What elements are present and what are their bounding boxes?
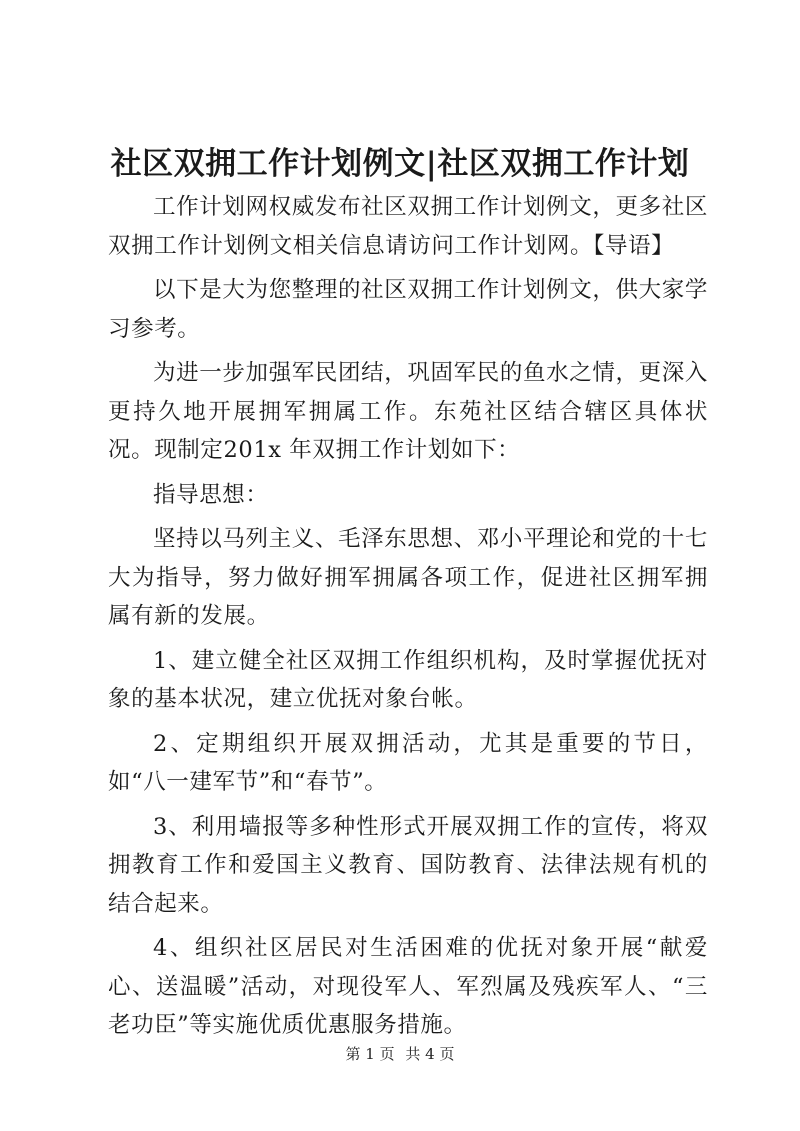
paragraph-item-4: 4、组织社区居民对生活困难的优抚对象开展“献爱心、送温暖”活动，对现役军人、军烈属及残疾军人、“三老功臣”等实施优质优惠服务措施。 [108,935,708,1038]
paragraph-guiding-thought: 坚持以马列主义、毛泽东思想、邓小平理论和党的十七大为指导，努力做好拥军拥属各项工作，促进社区拥军拥属有新的发展。 [108,526,708,629]
paragraph-item-3: 3、利用墙报等多种性形式开展双拥工作的宣传，将双拥教育工作和爱国主义教育、国防教育、法律法规有机的结合起来。 [108,813,708,917]
page-total: 共 4 页 [405,1045,455,1063]
paragraph-item-2: 2、定期组织开展双拥活动，尤其是重要的节日，如“八一建军节”和“春节”。 [108,730,708,795]
paragraph-purpose: 为进一步加强军民团结，巩固军民的鱼水之情，更深入更持久地开展拥军拥属工作。东苑社区结合辖区具体状况。现制定201x 年双拥工作计划如下： [108,360,708,463]
document-title: 社区双拥工作计划例文|社区双拥工作计划 [110,146,690,182]
paragraph-intro: 工作计划网权威发布社区双拥工作计划例文，更多社区双拥工作计划例文相关信息请访问工作计划网。【导语】 [108,194,708,259]
page-number: 第 1 页 [345,1045,395,1063]
paragraph-lead: 以下是大为您整理的社区双拥工作计划例文，供大家学习参考。 [108,277,708,342]
paragraph-item-1: 1、建立健全社区双拥工作组织机构，及时掌握优抚对象的基本状况，建立优抚对象台帐。 [108,647,708,712]
paragraph-heading-guiding-thought: 指导思想： [153,481,269,508]
page-footer [0,1043,800,1065]
document-body [108,188,708,1051]
